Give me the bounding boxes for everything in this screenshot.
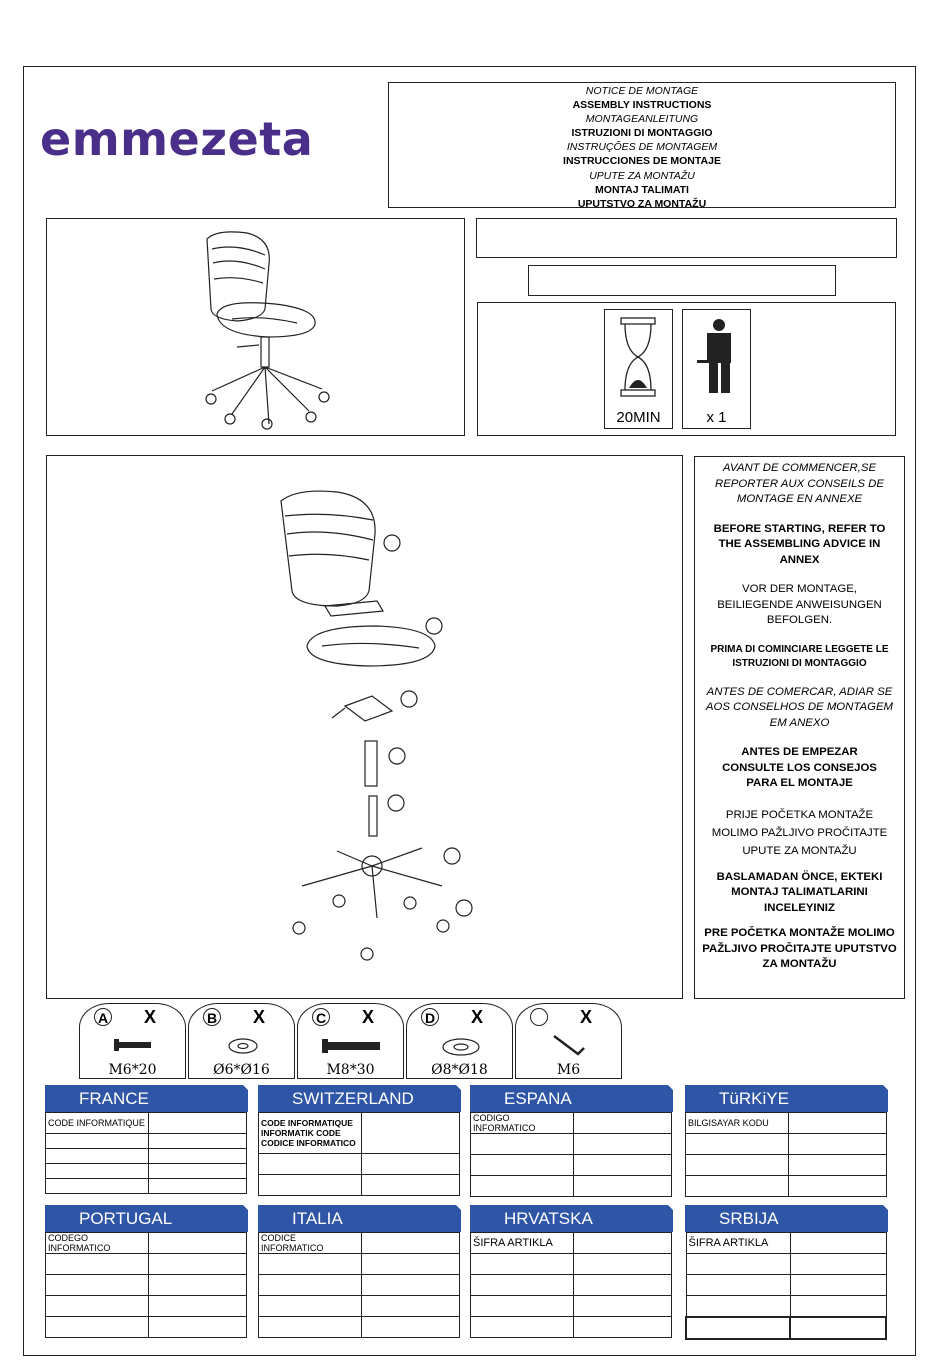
hourglass-time-box — [604, 309, 673, 429]
title-line: ISTRUZIONI DI MONTAGGIO — [571, 127, 713, 140]
persons-box — [682, 309, 751, 429]
country-name: SRBIJA — [685, 1205, 888, 1232]
country-name: SWITZERLAND — [258, 1085, 461, 1112]
title-line: INSTRUCCIONES DE MONTAJE — [563, 155, 721, 168]
part-qty: X — [144, 1007, 157, 1027]
advice-it: PRIMA DI COMINCIARE LEGGETE LE ISTRUZIONI DI MONTAGGIO — [710, 643, 889, 669]
country-table-srbija — [685, 1205, 888, 1340]
title-line: ASSEMBLY INSTRUCTIONS — [572, 99, 712, 112]
code-label: ŠIFRA ARTIKLA — [686, 1233, 790, 1254]
code-label: CODICE INFORMATICO — [259, 1233, 362, 1254]
product-preview-box — [46, 218, 465, 436]
title-line: NOTICE DE MONTAGE — [585, 85, 699, 97]
advice-box — [694, 456, 905, 999]
screw-icon — [114, 1038, 154, 1052]
part-size: Ø6*Ø16 — [213, 1062, 270, 1078]
code-table — [258, 1112, 460, 1196]
code-label: CODE INFORMATIQUE INFORMATIK CODE CODICE INFORMATICO — [259, 1113, 362, 1154]
part-qty: X — [580, 1007, 593, 1027]
country-table-espana — [470, 1085, 673, 1197]
advice-es: ANTES DE EMPEZAR CONSULTE LOS CONSEJOS PARA EL MONTAJE — [722, 746, 877, 789]
country-table-italia — [258, 1205, 461, 1338]
part-letter: C — [312, 1008, 330, 1026]
country-table-turkiye — [685, 1085, 888, 1197]
title-line: INSTRUÇÕES DE MONTAGEM — [566, 141, 718, 154]
country-table-hrvatska — [470, 1205, 673, 1338]
part-size: M6 — [556, 1062, 581, 1078]
code-table — [258, 1232, 460, 1338]
part-allen-key — [515, 1003, 622, 1079]
part-letter: B — [203, 1008, 221, 1026]
part-qty: X — [471, 1007, 484, 1027]
part-d — [406, 1003, 513, 1079]
part-size: M8*30 — [326, 1062, 375, 1078]
country-table-portugal — [45, 1205, 248, 1338]
code-table — [470, 1112, 672, 1197]
exploded-chair-diagram — [47, 456, 682, 998]
advice-de: VOR DER MONTAGE, BEILIEGENDE ANWEISUNGEN BEFOLGEN. — [717, 583, 882, 626]
part-size: M6*20 — [108, 1062, 157, 1078]
product-code-box — [528, 265, 836, 296]
washer-icon — [441, 1037, 481, 1057]
washer-icon — [227, 1038, 259, 1054]
brand-logo: emmezeta — [40, 112, 314, 166]
country-table-france — [45, 1085, 248, 1194]
exploded-view-box — [46, 455, 683, 999]
advice-fr: AVANT DE COMMENCER,SE REPORTER AUX CONSEILS DE MONTAGE EN ANNEXE — [714, 462, 884, 505]
title-line: MONTAGEANLEITUNG — [585, 113, 699, 126]
country-name: ESPANA — [470, 1085, 673, 1112]
product-name-box — [476, 218, 897, 258]
code-table — [45, 1112, 247, 1194]
advice-tr: BASLAMADAN ÖNCE, EKTEKI MONTAJ TALIMATLARINI INCELEYINIZ — [716, 870, 883, 914]
advice-rs: PRE POČETKA MONTAŽE MOLIMO PAŽLJIVO PROČITAJTE UPUTSTVO ZA MONTAŽU — [702, 927, 897, 970]
code-label: CODIGO INFORMATICO — [471, 1113, 574, 1134]
code-label: CODE INFORMATIQUE — [46, 1113, 149, 1134]
part-b — [188, 1003, 295, 1079]
title-line: UPUTSTVO ZA MONTAŽU — [577, 197, 707, 210]
part-qty: X — [253, 1007, 266, 1027]
title-line: MONTAJ TALIMATI — [595, 183, 689, 196]
title-line: UPUTE ZA MONTAŽU — [589, 169, 695, 182]
country-name: ITALIA — [258, 1205, 461, 1232]
part-letter: A — [94, 1008, 112, 1026]
screw-icon — [322, 1038, 382, 1054]
part-size: Ø8*Ø18 — [431, 1062, 488, 1078]
code-label: CODEGO INFORMATICO — [46, 1233, 149, 1254]
advice-hr: PRIJE POČETKA MONTAŽE MOLIMO PAŽLJIVO PROČITAJTE UPUTE ZA MONTAŽU — [711, 808, 888, 857]
code-table — [470, 1232, 672, 1338]
code-table — [685, 1112, 887, 1197]
code-table — [685, 1232, 887, 1340]
country-name: TüRKiYE — [685, 1085, 888, 1112]
country-name: PORTUGAL — [45, 1205, 248, 1232]
country-name: HRVATSKA — [470, 1205, 673, 1232]
allen-key-icon — [550, 1032, 590, 1062]
part-letter: D — [421, 1008, 439, 1026]
part-a — [79, 1003, 186, 1079]
hourglass-icon — [605, 310, 672, 405]
part-letter — [530, 1008, 548, 1026]
code-label: BILGISAYAR KODU — [686, 1113, 789, 1134]
code-label: ŠIFRA ARTIKLA — [471, 1233, 574, 1254]
advice-en: BEFORE STARTING, REFER TO THE ASSEMBLING ADVICE IN ANNEX — [713, 522, 886, 566]
country-name: FRANCE — [45, 1085, 248, 1112]
time-label: 20MIN — [616, 409, 661, 426]
person-icon — [683, 310, 750, 405]
instruction-titles — [388, 82, 896, 208]
country-table-switzerland — [258, 1085, 461, 1196]
chair-illustration — [47, 219, 464, 435]
part-c — [297, 1003, 404, 1079]
persons-label: x 1 — [706, 409, 727, 426]
code-table — [45, 1232, 247, 1338]
part-qty: X — [362, 1007, 375, 1027]
advice-pt: ANTES DE COMERCAR, ADIAR SE AOS CONSELHOS DE MONTAGEM EM ANEXO — [705, 685, 894, 729]
